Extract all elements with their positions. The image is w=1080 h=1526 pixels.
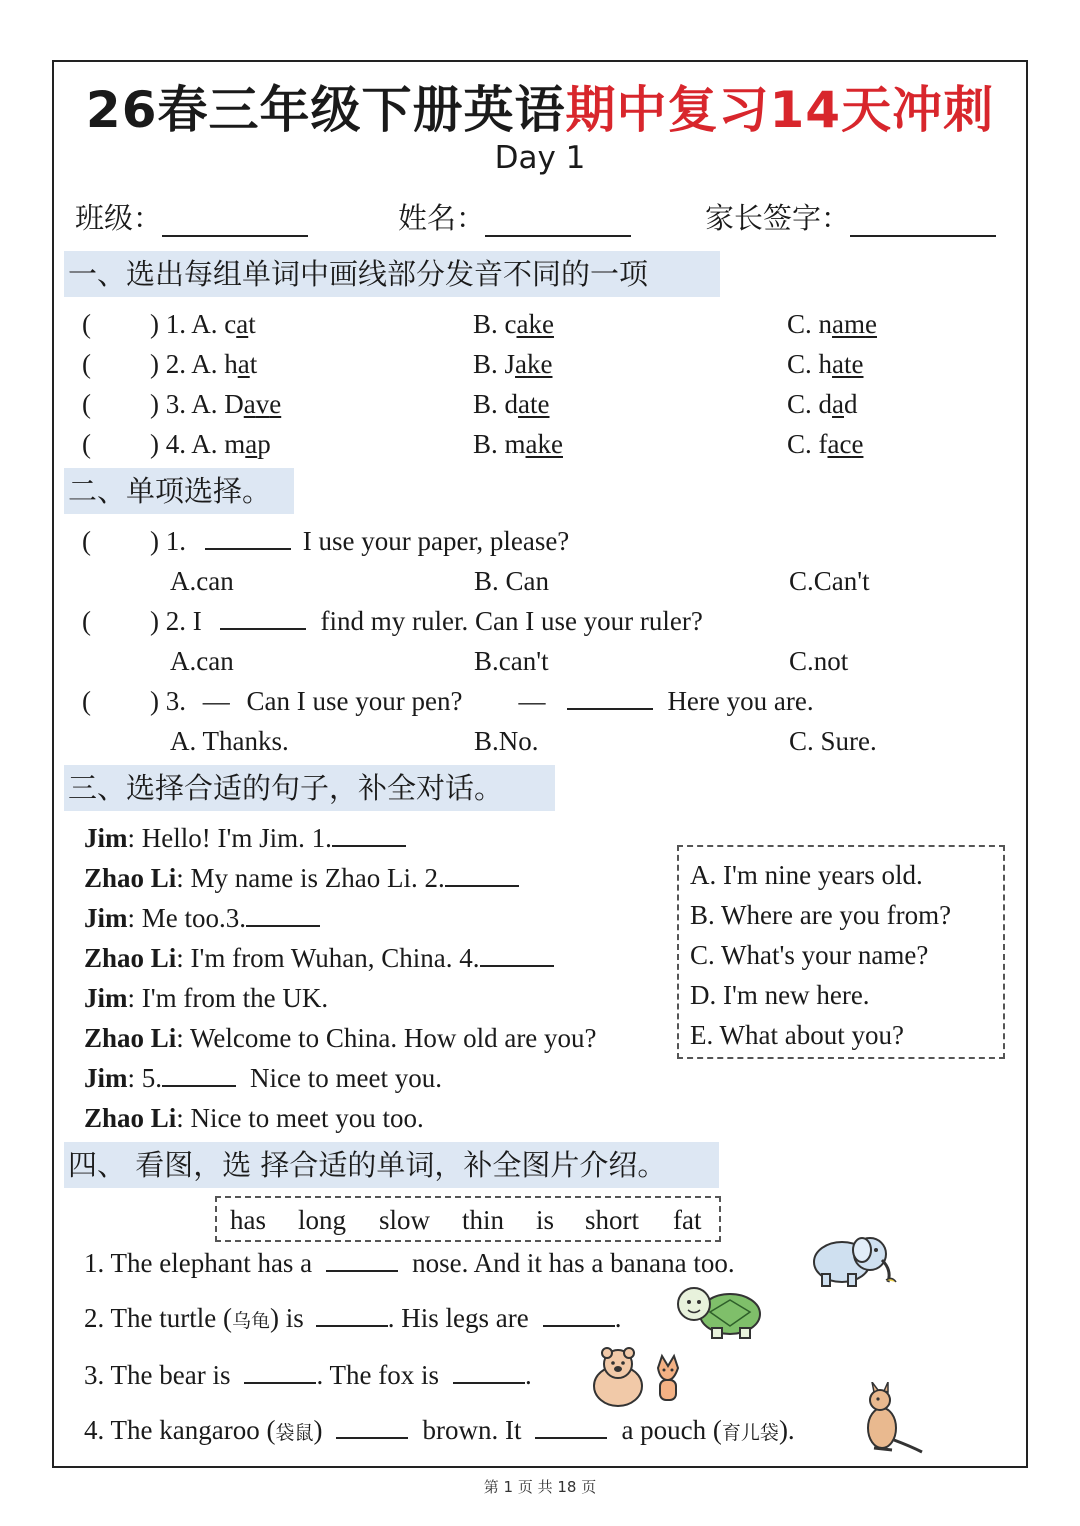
s2-q2: ) 2. I find my ruler. Can I use your ruler?: [150, 606, 703, 636]
answer-paren[interactable]: (: [82, 526, 91, 556]
answer-blank[interactable]: [220, 606, 306, 630]
answer-blank[interactable]: [332, 823, 406, 847]
class-label: 班级：: [75, 201, 163, 235]
option-item: E. What about you?: [690, 1020, 904, 1050]
answer-blank[interactable]: [244, 1360, 316, 1384]
s2-q2-option-c: C.not: [789, 646, 849, 676]
q1-c: C. name: [787, 309, 877, 339]
title-part-black: 26春三年级下册英语: [85, 81, 566, 139]
answer-blank[interactable]: [162, 1063, 236, 1087]
bear-and-fox-illustration: [588, 1346, 688, 1408]
dialog-line: Jim: 5. Nice to meet you.: [84, 1063, 442, 1093]
word-bank-item: thin: [462, 1205, 505, 1235]
s2-q1-option-c: C.Can't: [789, 566, 870, 596]
option-item: B. Where are you from?: [690, 900, 952, 930]
s2-q3-option-a: A. Thanks.: [170, 726, 289, 756]
answer-paren[interactable]: (: [82, 349, 91, 379]
q4-a: ) 4. A. map: [150, 429, 271, 459]
q1-a: ) 1. A. cat: [150, 309, 256, 339]
section2-heading: 二、单项选择。: [64, 468, 294, 514]
answer-blank[interactable]: [246, 903, 320, 927]
section3-heading: 三、选择合适的句子，补全对话。: [64, 765, 555, 811]
q2-b: B. Jake: [473, 349, 553, 379]
section4-heading: 四、 看图，选 择合适的单词，补全图片介绍。: [64, 1142, 719, 1188]
q2-a: ) 2. A. hat: [150, 349, 258, 379]
answer-blank[interactable]: [445, 863, 519, 887]
name-blank[interactable]: [485, 205, 631, 237]
answer-blank[interactable]: [543, 1303, 615, 1327]
word-bank-item: slow: [379, 1205, 431, 1235]
q4-b: B. make: [473, 429, 563, 459]
q4-c: C. face: [787, 429, 864, 459]
class-field: [75, 196, 308, 237]
page-number: 第 1 页 共 18 页: [483, 1478, 597, 1496]
answer-blank[interactable]: [480, 943, 554, 967]
picture-sentence: 2. The turtle (乌龟) is . His legs are .: [84, 1303, 622, 1333]
answer-paren[interactable]: (: [82, 686, 91, 716]
answer-paren[interactable]: (: [82, 606, 91, 636]
word-bank-item: fat: [673, 1205, 702, 1235]
section1-heading: 一、选出每组单词中画线部分发音不同的一项: [64, 251, 720, 297]
dialog-line: Zhao Li: My name is Zhao Li. 2.: [84, 863, 519, 894]
word-bank-item: has: [230, 1205, 266, 1235]
s2-q1-option-b: B. Can: [474, 566, 550, 596]
word-bank-item: is: [536, 1205, 555, 1235]
answer-paren[interactable]: (: [82, 389, 91, 419]
answer-blank[interactable]: [336, 1415, 408, 1439]
elephant-illustration: [800, 1226, 900, 1290]
q2-c: C. hate: [787, 349, 864, 379]
s2-q2-option-a: A.can: [170, 646, 234, 676]
answer-blank[interactable]: [316, 1303, 388, 1327]
answer-blank[interactable]: [567, 686, 653, 710]
word-bank-item: short: [585, 1205, 639, 1235]
s2-q1-option-a: A.can: [170, 566, 234, 596]
dialog-line: Jim: Hello! I'm Jim. 1.: [84, 823, 406, 854]
dialog-line: Zhao Li: Welcome to China. How old are you?: [84, 1023, 597, 1053]
s2-q1: ) 1. I use your paper, please?: [150, 526, 570, 556]
s2-q3-option-c: C. Sure.: [789, 726, 877, 756]
name-field: [398, 196, 631, 237]
page-title: [0, 70, 1080, 142]
option-item: C. What's your name?: [690, 940, 929, 970]
title-part-red: 期中复习14天冲刺: [565, 81, 995, 139]
parent-label: 家长签字：: [705, 201, 851, 235]
s2-q3: ) 3. — Can I use your pen? — Here you are.: [150, 686, 814, 716]
turtle-illustration: [668, 1284, 768, 1346]
dialog-line: Jim: I'm from the UK.: [84, 983, 329, 1013]
kangaroo-illustration: [858, 1382, 924, 1456]
dialog-line: Jim: Me too.3.: [84, 903, 320, 934]
parent-signature-field: [705, 196, 996, 237]
parent-signature-blank[interactable]: [850, 205, 996, 237]
answer-blank[interactable]: [205, 526, 291, 550]
answer-blank[interactable]: [453, 1360, 525, 1384]
day-label: Day 1: [494, 140, 586, 176]
s2-q3-option-b: B.No.: [474, 726, 539, 756]
q3-c: C. dad: [787, 389, 858, 419]
picture-sentence: 3. The bear is . The fox is .: [84, 1360, 532, 1390]
answer-blank[interactable]: [326, 1248, 398, 1272]
dialog-line: Zhao Li: I'm from Wuhan, China. 4.: [84, 943, 554, 974]
option-item: A. I'm nine years old.: [690, 860, 923, 890]
dialog-line: Zhao Li: Nice to meet you too.: [84, 1103, 424, 1133]
option-item: D. I'm new here.: [690, 980, 870, 1010]
word-bank-item: long: [298, 1205, 347, 1235]
answer-paren[interactable]: (: [82, 429, 91, 459]
s2-q2-option-b: B.can't: [474, 646, 549, 676]
answer-paren[interactable]: (: [82, 309, 91, 339]
q3-a: ) 3. A. Dave: [150, 389, 282, 419]
answer-blank[interactable]: [535, 1415, 607, 1439]
picture-sentence: 4. The kangaroo (袋鼠) brown. It a pouch (育儿袋).: [84, 1415, 795, 1445]
q1-b: B. cake: [473, 309, 554, 339]
class-blank[interactable]: [162, 205, 308, 237]
name-label: 姓名：: [398, 201, 486, 235]
picture-sentence: 1. The elephant has a nose. And it has a banana too.: [84, 1248, 735, 1278]
q3-b: B. date: [473, 389, 550, 419]
